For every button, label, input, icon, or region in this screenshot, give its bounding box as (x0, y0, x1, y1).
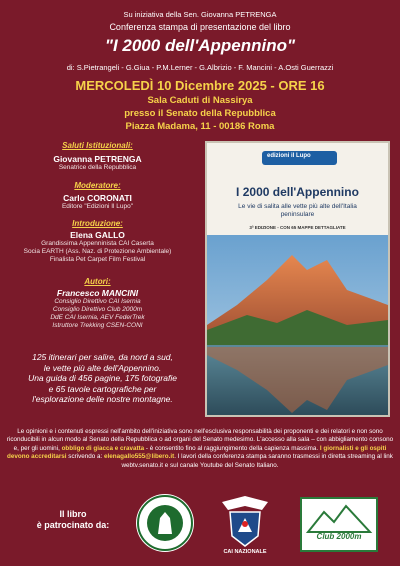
greetings-role: Senatrice della Repubblica (58, 164, 137, 171)
notice-part-3: scrivendo a: (66, 453, 104, 461)
book-title-heading: "I 2000 dell'Appennino" (104, 36, 296, 55)
moderator-name: Carlo CORONATI (63, 193, 132, 203)
cover-edition: 3ª EDIZIONE - CON 65 MAPPE DETTAGLIATE (249, 225, 346, 230)
club2000-label: Club 2000m (316, 532, 362, 541)
publisher-name: edizioni il Lupo (267, 153, 311, 159)
desc-line-1: 125 itinerari per salire, da nord a sud, (32, 352, 173, 362)
patronage-label (28, 509, 118, 531)
intro-role-1: Grandissima Appenninista CAI Caserta (41, 240, 154, 247)
authors-heading: Autori: (84, 277, 111, 286)
intro-section (0, 219, 195, 264)
cai-label: CAI NAZIONALE (223, 549, 267, 555)
book-description (0, 352, 205, 405)
patronage-line-2: è patrocinato da: (36, 520, 110, 530)
moderator-heading: Moderatore: (74, 181, 121, 190)
greetings-section (0, 141, 195, 172)
disclaimer-notice (6, 428, 394, 470)
cover-title: I 2000 dell'Appennino (236, 185, 359, 199)
conference-line: Conferenza stampa di presentazione del libro (109, 22, 291, 32)
intro-role-2: Socia EARTH (Ass. Naz. di Protezione Ambientale) (23, 248, 172, 255)
author-name: Francesco MANCINI (56, 288, 139, 298)
authors-line: di: S.Pietrangeli - G.Giua - P.M.Lerner - G.Albrizio - F. Mancini - A.Osti Guerrazzi (66, 63, 334, 72)
notice-part-4: . I lavori della conferenza stampa saranno trasmessi in diretta streaming al link webtv.senato.it e sul canale Youtube del Senato Italiano. (121, 453, 393, 469)
moderator-role: Editore "Edizioni Il Lupo" (61, 203, 134, 210)
intro-heading: Introduzione: (72, 219, 123, 228)
park-logo (136, 494, 194, 552)
greetings-heading: Saluti Istituzionali: (62, 141, 133, 150)
cai-logo (216, 494, 274, 554)
greetings-name: Giovanna PETRENGA (53, 154, 142, 164)
desc-line-5: l'esplorazione delle nostre montagne. (32, 394, 173, 404)
cover-subtitle: Le vie di salita alle vette più alte dell'Italia peninsulare (238, 203, 357, 218)
author-role-4: Istruttore Trekking CSEN-CONI (52, 322, 143, 329)
notice-dress-code: obbligo di giacca e cravatta (61, 444, 145, 452)
author-role-1: Consiglio Direttivo CAI Isernia (54, 298, 141, 305)
intro-name: Elena GALLO (70, 230, 125, 240)
event-date: MERCOLEDÌ 10 Dicembre 2025 - ORE 16 (75, 78, 325, 93)
location-room: Sala Caduti di Nassirya (147, 95, 253, 106)
notice-part-2: - è consentito fino al raggiungimento della capienza massima. (144, 444, 320, 452)
initiative-line: Su iniziativa della Sen. Giovanna PETRENGA (123, 10, 277, 19)
desc-line-4: e 65 tavole cartografiche per (48, 383, 157, 394)
notice-email: elenagallo555@libero.it (104, 453, 175, 461)
mountain-photo (207, 235, 388, 417)
location-address: Piazza Madama, 11 - 00186 Roma (125, 121, 275, 132)
location-building: presso il Senato della Repubblica (124, 108, 276, 119)
book-cover (205, 141, 390, 417)
authors-section (0, 277, 195, 330)
club2000-logo (300, 497, 378, 552)
desc-line-3: Una guida di 456 pagine, 175 fotografie (28, 373, 177, 383)
author-role-3: DdE CAI Isernia, AEV FederTrek (50, 314, 145, 321)
patronage-line-1: Il libro (59, 509, 87, 519)
desc-line-2: le vette più alte dell'Appennino. (43, 362, 162, 373)
author-role-2: Consiglio Direttivo Club 2000m (52, 306, 143, 313)
intro-role-3: Finalista Pet Carpet Film Festival (49, 256, 146, 263)
notice-part-1: Le opinioni e i contenuti espressi nell'ambito dell'iniziativa sono nell'esclusiva responsabilità dei proponenti e dei relatori e non sono riconducibili in alcun modo al Senato della Repubblica o ad organi del Senato medesimo. L'accesso alla sala – con abbigliamento consono e, per gli uomini, (6, 428, 394, 452)
notice-accreditation: I giornalisti e gli ospiti devono accreditarsi (7, 444, 387, 461)
moderator-section (0, 181, 195, 211)
